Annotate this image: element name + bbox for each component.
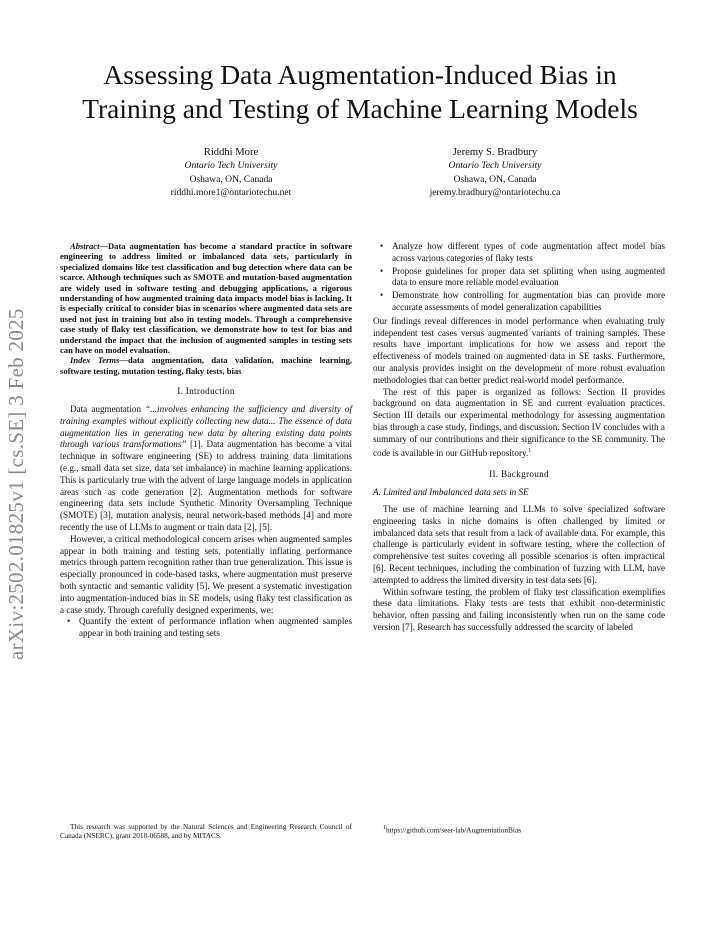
author-affiliation: Ontario Tech University bbox=[184, 160, 278, 172]
title-line-1: Assessing Data Augmentation-Induced Bias in bbox=[103, 59, 617, 90]
author-block-2 bbox=[375, 146, 615, 199]
subsection-heading: A. Limited and Imbalanced data sets in SE bbox=[373, 487, 529, 498]
abstract-label: Abstract bbox=[70, 241, 100, 251]
left-column bbox=[60, 241, 352, 642]
intro-quote: “...involves enhancing the sufficiency and diversity of training examples without explicitly collecting new data... The essence of data augmentation lies in generating new data by altering existing data points through various transformations” bbox=[60, 404, 352, 450]
funding-footnote: This research was supported by the Natural Sciences and Engineering Research Council of Canada (NSERC), grant 2018-06588, and by MITACS. bbox=[60, 822, 352, 841]
index-terms bbox=[60, 355, 352, 376]
contribution-item: • Propose guidelines for proper data set splitting when using augmented data to ensure more reliable model evaluation bbox=[392, 266, 665, 290]
paper-title bbox=[0, 58, 720, 126]
footnote-url: https://github.com/seer-lab/AugmentationBias bbox=[386, 825, 522, 835]
author-email: jeremy.bradbury@ontariotechu.ca bbox=[429, 186, 561, 198]
author-block-1 bbox=[111, 146, 351, 199]
author-email: riddhi.more1@ontariotechu.net bbox=[170, 186, 292, 198]
right-column bbox=[373, 241, 665, 634]
background-paragraph-2: Within software testing, the problem of flaky test classification exemplifies these data limitations. Flaky tests are tests that exhibit non-deterministic behavior, often passing and failing inconsistently when run on the same code version [7]. Research has successfully addressed the scarcity of labeled bbox=[373, 586, 665, 632]
intro-paragraph-1 bbox=[60, 404, 352, 534]
footnote-mark: 1 bbox=[383, 825, 386, 831]
contribution-item: • Quantify the extent of performance inflation when augmented samples appear in both training and testing sets bbox=[79, 616, 352, 640]
abstract bbox=[60, 241, 352, 355]
intro-p1-start: Data augmentation bbox=[70, 404, 146, 415]
contribution-list-part-1 bbox=[60, 616, 352, 640]
author-location: Oshawa, ON, Canada bbox=[189, 173, 273, 185]
author-location: Oshawa, ON, Canada bbox=[453, 173, 537, 185]
title-line-2: Training and Testing of Machine Learning Models bbox=[82, 93, 638, 124]
intro-paragraph-4 bbox=[373, 387, 665, 460]
section-heading-background: II. Background bbox=[489, 469, 549, 480]
intro-paragraph-3: Our findings reveal differences in model performance when evaluating truly independent test cases versus augmented variants of training samples. These results have important implications for how we assess and report the effectiveness of models trained on augmented data in SE tasks. Furthermore, our analysis provides insight on the development of more robust evaluation methodologies that can better predict real-world model performance. bbox=[373, 315, 665, 385]
intro-p4-text: The rest of this paper is organized as follows: Section II provides background on data augmentation in SE and current evaluation practices. Section III details our experimental methodology for assessing augmentation bias through a case study, findings, and discussion. Section IV concludes with a summary of our contributions and their significance to the SE community. The code is available in our GitHub repository. bbox=[373, 386, 665, 458]
contribution-item: • Analyze how different types of code augmentation affect model bias across various categories of flaky tests bbox=[392, 241, 665, 265]
footnote-ref: 1 bbox=[528, 447, 532, 454]
index-terms-label: Index Terms bbox=[70, 355, 120, 366]
author-name: Riddhi More bbox=[203, 147, 259, 158]
author-affiliation: Ontario Tech University bbox=[448, 160, 542, 172]
contribution-list-part-2 bbox=[373, 241, 665, 314]
index-terms-text: —data augmentation, data validation, machine learning, software testing, mutation testing, flaky tests, bias bbox=[60, 355, 352, 376]
abstract-text: —Data augmentation has become a standard practice in software engineering to address limited or imbalanced data sets, particularly in specialized domains like test classification and bug detection where data can be scarce. Although techniques such as SMOTE and mutation-based augmentation are widely used in software testing and debugging applications, a rigorous understanding of how augmented training data impacts model bias is lacking. It is especially critical to consider bias in scenarios where augmented data sets are used not just in training but also in testing models. Through a comprehensive case study of flaky test classification, we demonstrate how to test for bias and understand the impact that the inclusion of augmented samples in testing sets can have on model evaluation. bbox=[60, 241, 352, 356]
section-heading-introduction: I. Introduction bbox=[177, 386, 235, 397]
contribution-item: • Demonstrate how controlling for augmentation bias can provide more accurate assessments of model generalization capabilities bbox=[392, 290, 665, 314]
url-footnote bbox=[383, 825, 521, 834]
intro-p1-rest: [1]. Data augmentation has become a vital technique in software engineering (SE) to address training data limitations (e.g., small data set size, data set imbalance) in machine learning applications. This is particularly true with the advent of large language models in application areas such as code generation [2]. Augmentation methods for software engineering data sets include Synthetic Minority Oversampling Technique (SMOTE) [3], mutation analysis, neural network-based methods [4] and more recently the use of LLMs to augment or train data [2], [5]. bbox=[60, 439, 352, 533]
author-name: Jeremy S. Bradbury bbox=[452, 147, 538, 158]
intro-paragraph-2: However, a critical methodological concern arises when augmented samples appear in both training and testing sets, potentially inflating performance metrics through pattern recognition rather than true generalization. This issue is especially pronounced in code-based tasks, where augmentation must preserve both syntactic and semantic validity [5]. We present a systematic investigation into augmentation-induced bias in SE models, using flaky test classification as a case study. Through carefully designed experiments, we: bbox=[60, 533, 352, 615]
arxiv-stamp: arXiv:2502.01825v1 [cs.SE] 3 Feb 2025 bbox=[4, 308, 28, 660]
background-paragraph-1: The use of machine learning and LLMs to solve specialized software engineering tasks in niche domains is often challenged by limited or imbalanced data sets that result from a lack of available data. For example, this challenge is particularly evident in software testing, where the collection of comprehensive test suites covering all possible scenarios is often impractical [6]. Recent techniques, including the combination of fuzzing with LLM, have attempted to address the limited diversity in test data sets [6]. bbox=[373, 503, 665, 585]
